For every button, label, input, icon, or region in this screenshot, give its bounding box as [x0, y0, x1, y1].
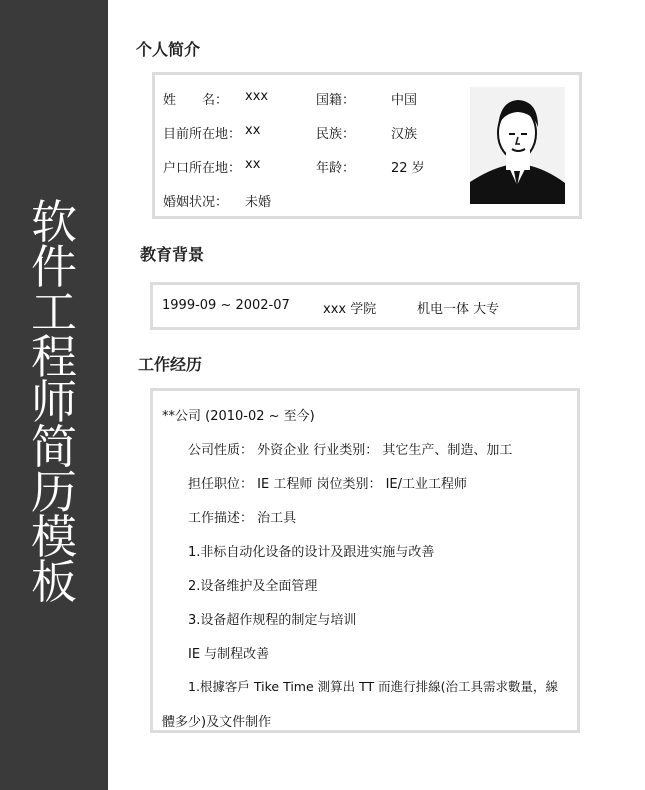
work-line: 1.非标自动化设备的设计及跟进实施与改善: [188, 545, 435, 560]
education-school: xxx 学院: [323, 302, 377, 317]
sidebar: [0, 0, 108, 790]
marital-label: 婚姻状况：: [163, 195, 229, 210]
work-line: 担任职位： IE 工程师 岗位类别： IE/工业工程师: [188, 477, 468, 492]
hukou-value: xx: [245, 157, 261, 172]
work-line: 公司性质： 外资企业 行业类别： 其它生产、制造、加工: [188, 443, 513, 458]
work-line: 2.设备维护及全面管理: [188, 579, 318, 594]
work-heading: 工作经历: [138, 355, 203, 374]
work-line: 3.设备超作规程的制定与培训: [188, 613, 357, 628]
person-portrait-icon: [470, 87, 565, 204]
education-major: 机电一体 大专: [417, 302, 500, 317]
nationality-value: 中国: [391, 93, 418, 108]
education-period: 1999-09 ~ 2002-07: [162, 298, 290, 313]
work-line: IE 与制程改善: [188, 647, 270, 662]
work-line: 工作描述： 治工具: [188, 511, 297, 526]
ethnicity-label: 民族：: [316, 127, 356, 142]
resume-title: 软件工程师简历模板: [31, 195, 77, 609]
name-value: xxx: [245, 89, 269, 104]
name-label: 姓 名：: [163, 93, 229, 108]
age-value: 22 岁: [391, 161, 425, 176]
hukou-label: 户口所在地：: [163, 161, 242, 176]
work-line: 體多少)及文件制作: [162, 715, 272, 730]
profile-heading: 个人简介: [136, 40, 201, 59]
location-value: xx: [245, 123, 261, 138]
nationality-label: 国籍：: [316, 93, 356, 108]
age-label: 年龄：: [316, 161, 356, 176]
education-heading: 教育背景: [140, 245, 205, 264]
location-label: 目前所在地：: [163, 127, 242, 142]
ethnicity-value: 汉族: [391, 127, 418, 142]
work-line: 1.根據客戶 Tike Time 測算出 TT 而進行排線(治工具需求數量，線: [188, 679, 559, 694]
marital-value: 未婚: [245, 195, 272, 210]
work-company: **公司 (2010-02 ~ 至今): [162, 409, 315, 424]
